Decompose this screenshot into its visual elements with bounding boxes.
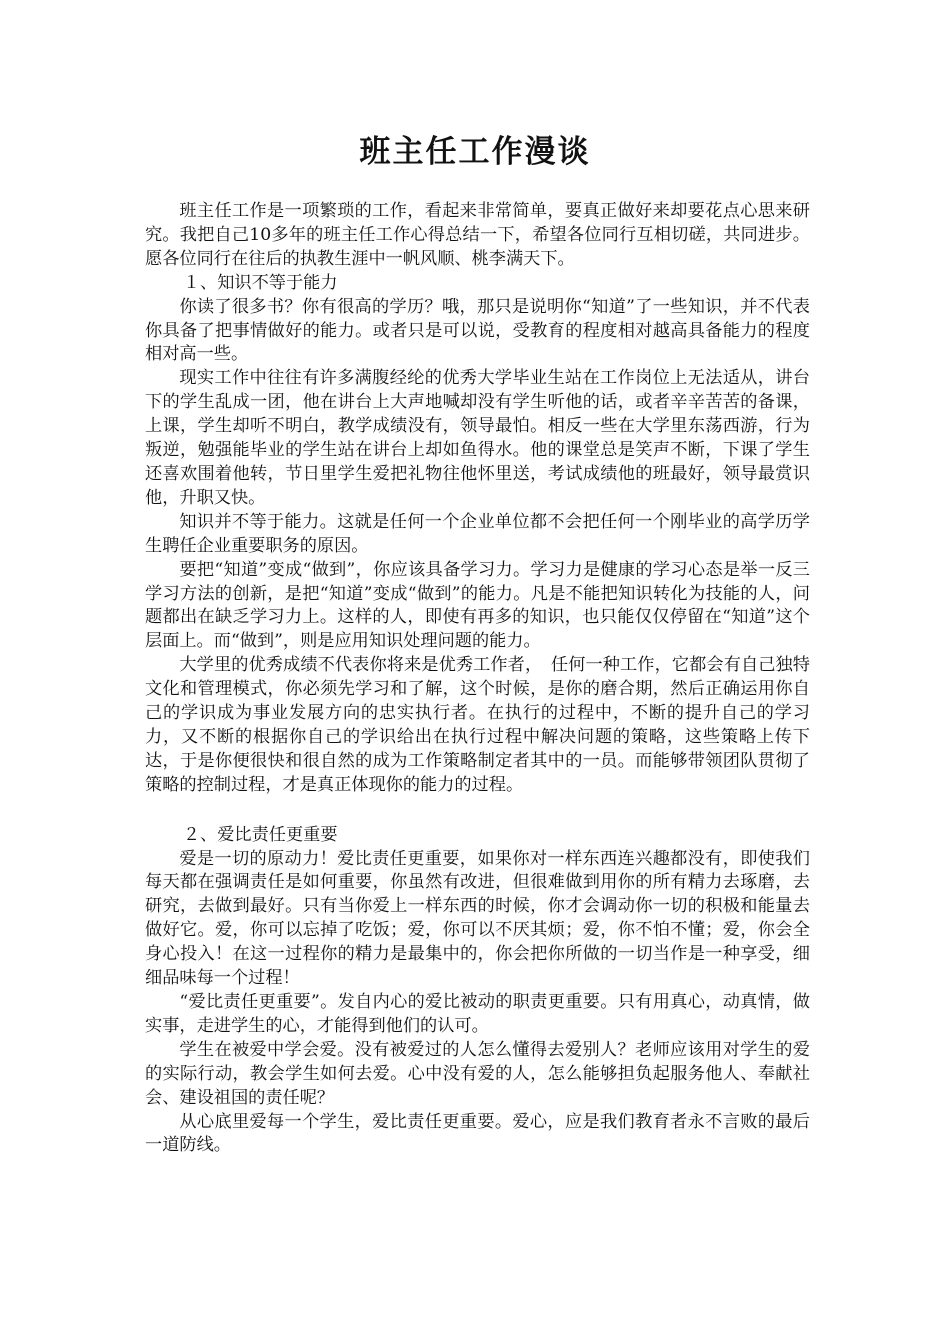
body-paragraph: 知识并不等于能力。这就是任何一个企业单位都不会把任何一个刚毕业的高学历学生聘任企业重要职务的原因。 — [145, 511, 810, 556]
intro-paragraph: 班主任工作是一项繁琐的工作，看起来非常简单，要真正做好来却要花点心思来研究。我把自己10多年的班主任工作心得总结一下，希望各位同行互相切磋，共同进步。愿各位同行在往后的执教生涯中一帆风顺、桃李满天下。 — [145, 201, 810, 269]
section-heading-1: １、知识不等于能力 — [182, 272, 338, 293]
document-title: 班主任工作漫谈 — [359, 134, 591, 170]
body-paragraph: 学生在被爱中学会爱。没有被爱过的人怎么懂得去爱别人？老师应该用对学生的爱的实际行动，教会学生如何去爱。心中没有爱的人，怎么能够担负起服务他人、奉献社会、建设祖国的责任呢？ — [145, 1039, 810, 1108]
paragraph-spacer — [145, 798, 810, 824]
body-paragraph: “爱比责任更重要”。发自内心的爱比被动的职责更重要。只有用真心，动真情，做实事，走进学生的心，才能得到他们的认可。 — [145, 992, 810, 1036]
body-paragraph: 爱是一切的原动力！爱比责任更重要，如果你对一样东西连兴趣都没有，即使我们每天都在强调责任是如何重要，你虽然有改进，但很难做到用你的所有精力去琢磨，去研究，去做到最好。只有当你爱上一样东西的时候，你才会调动你一切的积极和能量去做好它。爱，你可以忘掉了吃饭；爱，你可以不厌其烦；爱，你不怕不懂；爱，你会全身心投入！在这一过程你的精力是最集中的，你会把你所做的一切当作是一种享受，细细品味每一个过程！ — [145, 848, 810, 989]
section-heading-2: ２、爱比责任更重要 — [182, 824, 338, 845]
body-paragraph: 大学里的优秀成绩不代表你将来是优秀工作者， 任何一种工作，它都会有自己独特文化和管理模式，你必须先学习和了解，这个时候，是你的磨合期，然后正确运用你自己的学识成为事业发展方向的忠实执行者。在执行的过程中，不断的提升自己的学习力，又不断的根据你自己的学识给出在执行过程中解决问题的策略，这些策略上传下达，于是你便很快和很自然的成为工作策略制定者其中的一员。而能够带领团队贯彻了策略的控制过程，才是真正体现你的能力的过程。 — [145, 655, 810, 795]
body-paragraph: 你读了很多书？你有很高的学历？哦，那只是说明你“知道”了一些知识，并不代表你具备了把事情做好的能力。或者只是可以说，受教育的程度相对越高具备能力的程度相对高一些。 — [145, 296, 810, 365]
document-body — [145, 200, 810, 1158]
body-paragraph: 要把“知道”变成“做到”，你应该具备学习力。学习力是健康的学习心态是举一反三学习方法的创新，是把“知道”变成“做到”的能力。凡是不能把知识转化为技能的人，问题都出在缺乏学习力上。这样的人，即使有再多的知识，也只能仅仅停留在“知道”这个层面上。而“做到”，则是应用知识处理问题的能力。 — [145, 559, 810, 652]
body-paragraph: 从心底里爱每一个学生，爱比责任更重要。爱心，应是我们教育者永不言败的最后一道防线。 — [145, 1111, 810, 1156]
body-paragraph: 现实工作中往往有许多满腹经纶的优秀大学毕业生站在工作岗位上无法适从，讲台下的学生乱成一团，他在讲台上大声地喊却没有学生听他的话，或者辛辛苦苦的备课，上课，学生却听不明白，教学成绩没有，领导最怕。相反一些在大学里东荡西游，行为叛逆，勉强能毕业的学生站在讲台上却如鱼得水。他的课堂总是笑声不断，下课了学生还喜欢围着他转，节日里学生爱把礼物往他怀里送，考试成绩他的班最好，领导最赏识他，升职又快。 — [145, 368, 810, 508]
